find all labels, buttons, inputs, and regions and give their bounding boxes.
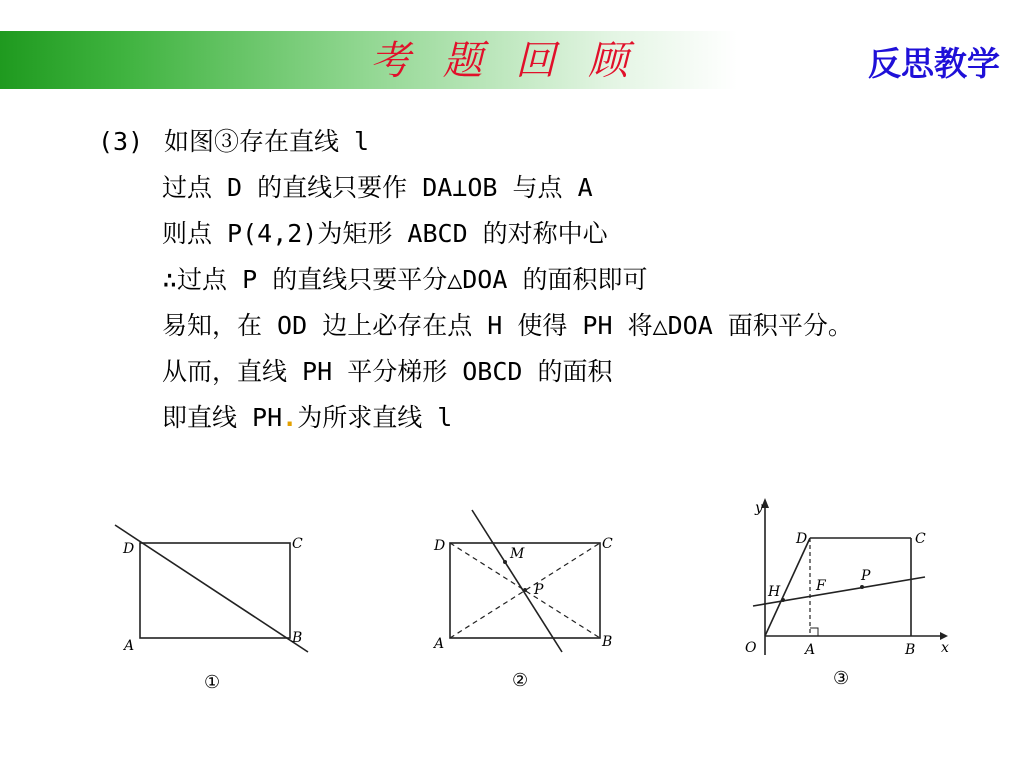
item-label: (3) bbox=[98, 127, 144, 156]
label-x: x bbox=[941, 640, 949, 656]
figure-caption: ③ bbox=[833, 668, 850, 689]
solution-line-text: 为所求直线 l bbox=[297, 403, 453, 432]
x-axis-arrow bbox=[940, 632, 948, 640]
solution-line-2: 过点 D 的直线只要作 DA⊥OB 与点 A bbox=[162, 173, 593, 202]
slide-subtitle: 反思教学 bbox=[868, 44, 1000, 83]
solution-line-7 bbox=[98, 395, 1018, 441]
label-b: B bbox=[602, 634, 613, 650]
figure-1-rectangle-diagonal bbox=[110, 480, 325, 695]
solution-line-text: 即直线 PH bbox=[162, 403, 283, 432]
line-l bbox=[115, 525, 308, 652]
solution-line-1 bbox=[98, 119, 1018, 165]
point-h bbox=[781, 598, 785, 602]
right-angle-mark bbox=[810, 628, 818, 636]
solution-line-3: 则点 P(4,2)为矩形 ABCD 的对称中心 bbox=[162, 219, 608, 248]
label-c: C bbox=[915, 531, 926, 547]
point-p bbox=[860, 585, 864, 589]
label-a: A bbox=[434, 636, 445, 652]
highlight-dot: . bbox=[282, 403, 298, 432]
figure-caption: ② bbox=[512, 670, 529, 691]
label-m: M bbox=[510, 546, 525, 562]
line-through-p bbox=[472, 510, 562, 652]
figure-caption: ① bbox=[204, 672, 221, 693]
solution-line-5: 易知，在 OD 边上必存在点 H 使得 PH 将△DOA 面积平分。 bbox=[162, 311, 853, 340]
label-b: B bbox=[292, 630, 303, 646]
label-p: P bbox=[534, 582, 544, 598]
figure-2-rectangle-center bbox=[420, 480, 635, 695]
label-o: O bbox=[745, 640, 757, 656]
label-d: D bbox=[796, 531, 808, 547]
point-p bbox=[523, 588, 527, 592]
label-p: P bbox=[861, 568, 871, 584]
label-c: C bbox=[602, 536, 613, 552]
solution-line-4: ∴过点 P 的直线只要平分△DOA 的面积即可 bbox=[162, 265, 648, 294]
solution-text bbox=[98, 119, 1018, 441]
label-d: D bbox=[123, 541, 135, 557]
label-y: y bbox=[755, 500, 763, 516]
point-m bbox=[503, 560, 507, 564]
label-a: A bbox=[805, 642, 816, 658]
label-d: D bbox=[434, 538, 446, 554]
label-a: A bbox=[124, 638, 135, 654]
figure-3-coordinate-trapezoid bbox=[725, 480, 955, 695]
solution-line-6: 从而，直线 PH 平分梯形 OBCD 的面积 bbox=[162, 357, 613, 386]
label-c: C bbox=[292, 536, 303, 552]
label-f: F bbox=[816, 578, 826, 594]
solution-line-text: 如图③存在直线 l bbox=[164, 127, 370, 156]
label-h: H bbox=[768, 584, 781, 600]
label-b: B bbox=[905, 642, 916, 658]
slide-title: 考 题 回 顾 bbox=[370, 38, 639, 84]
